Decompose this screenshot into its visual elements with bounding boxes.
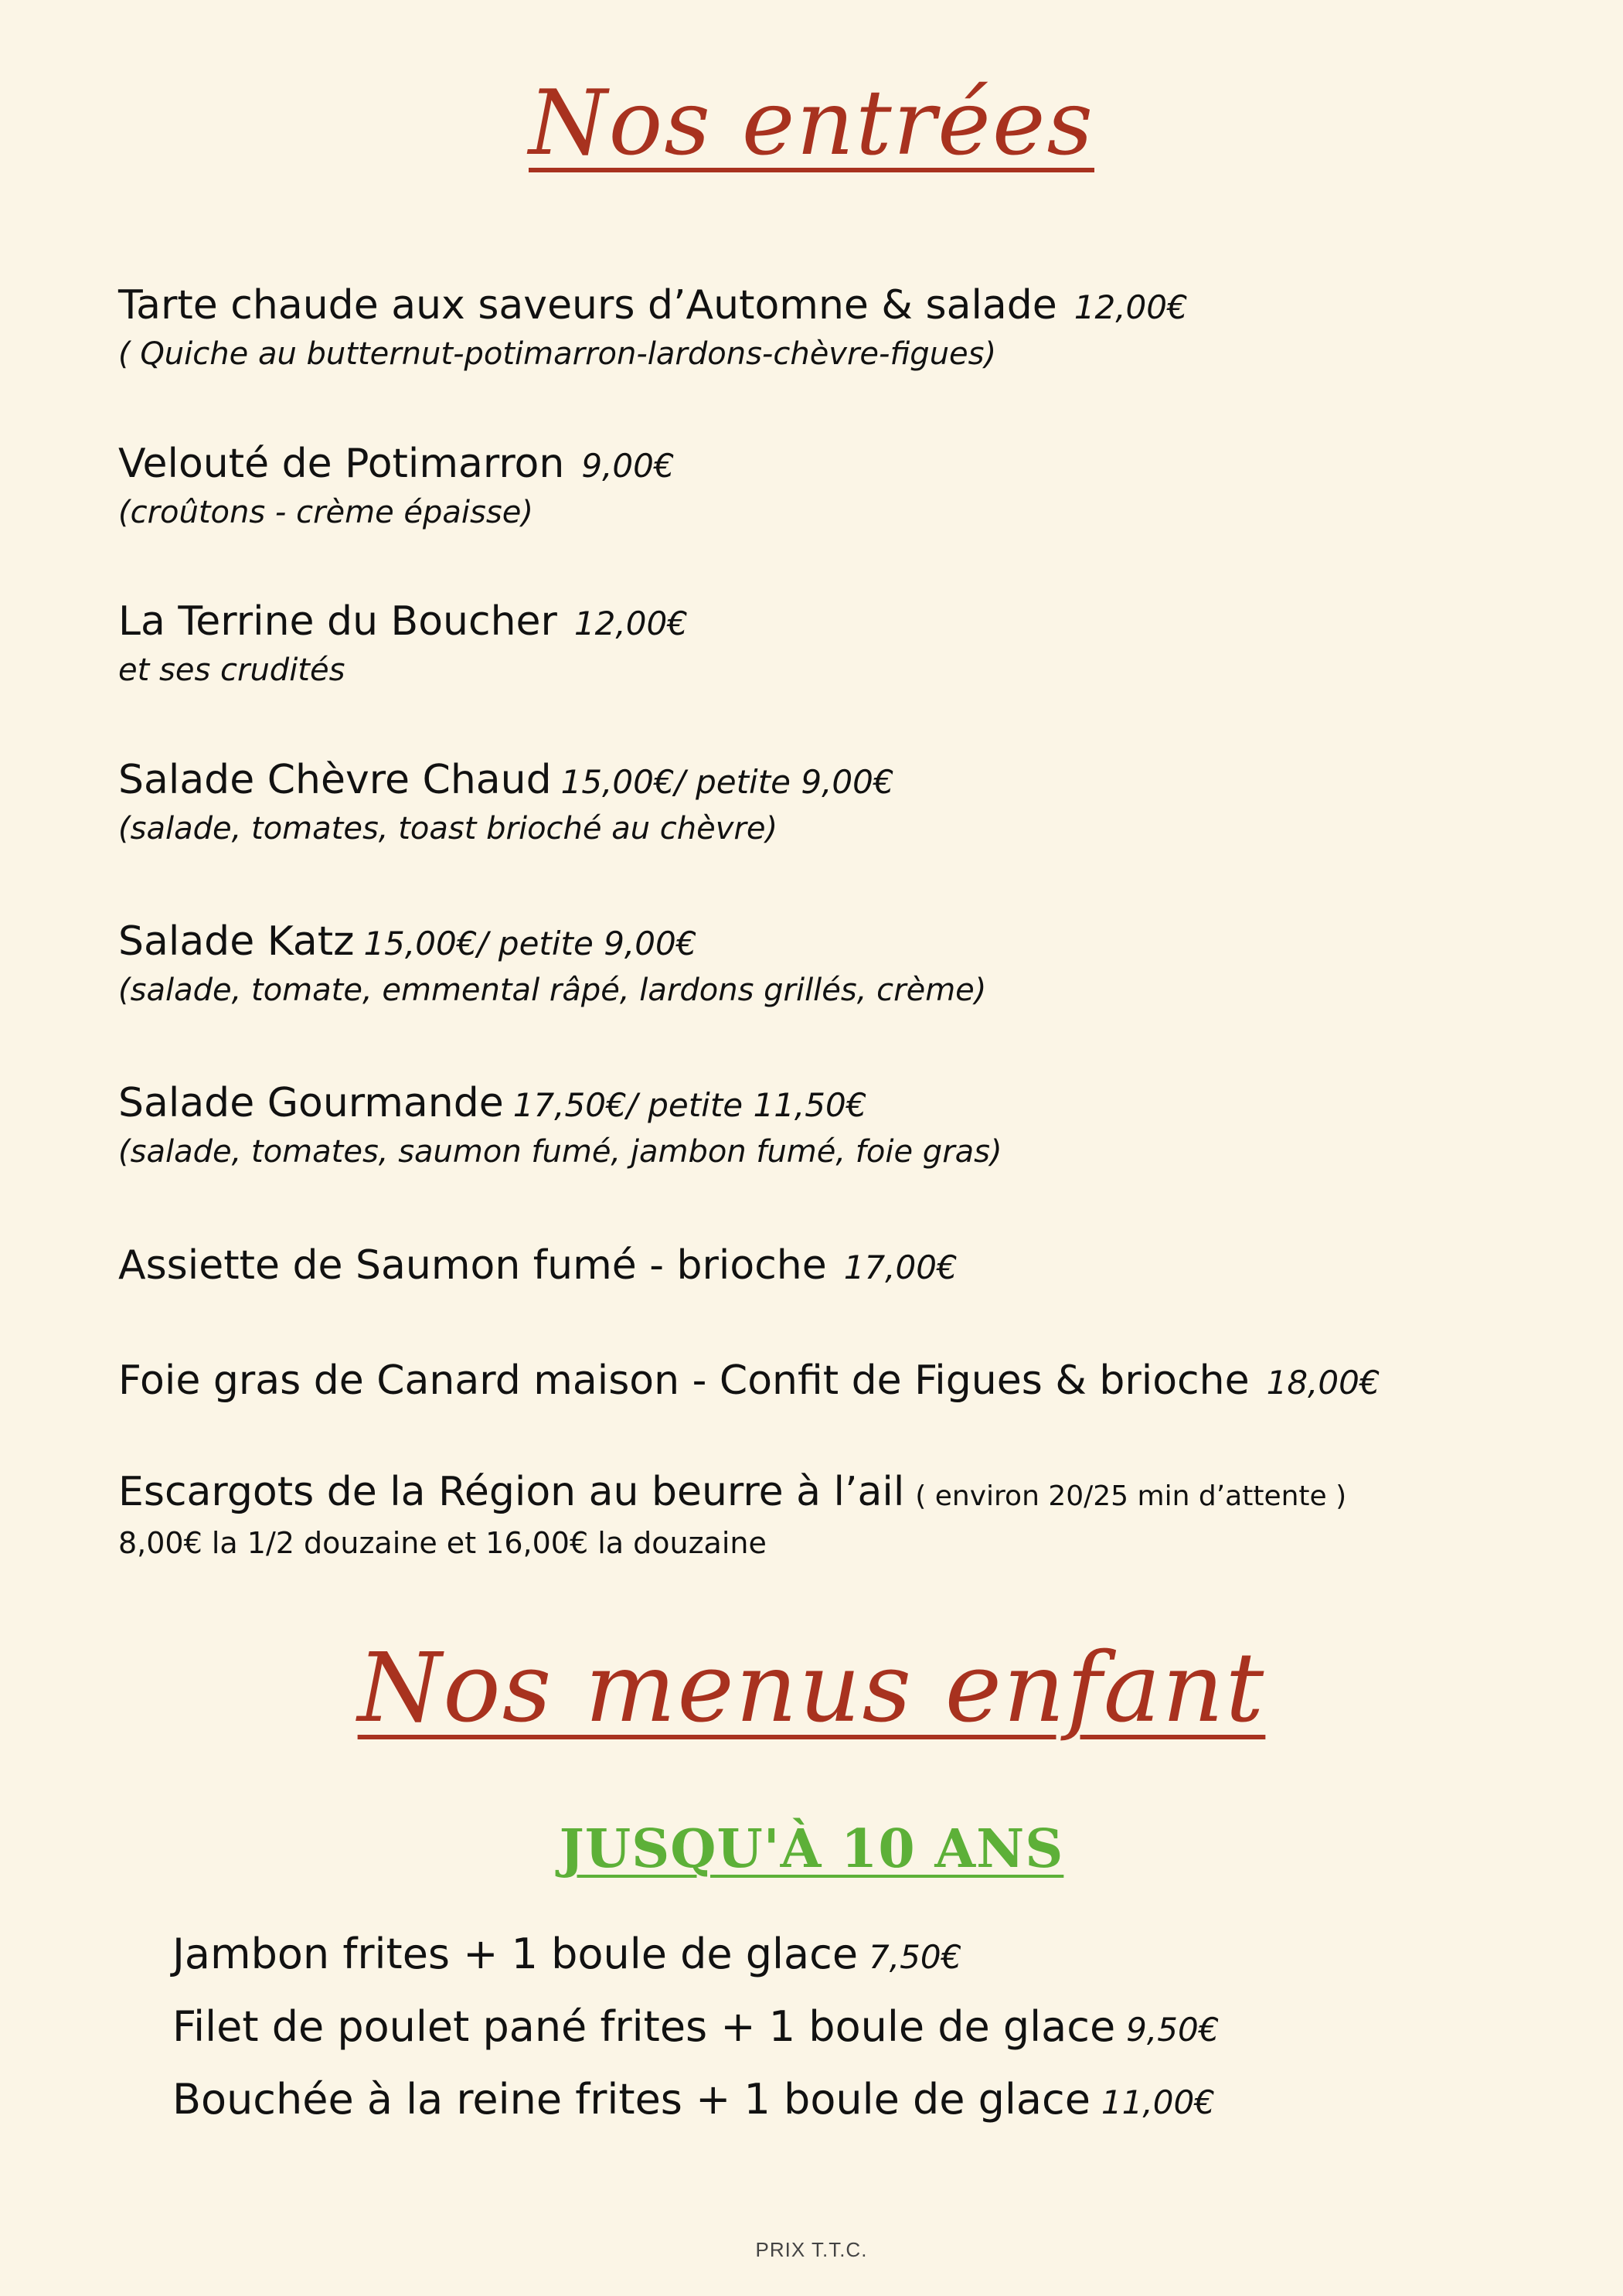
- menu-item: [118, 917, 986, 1012]
- dish-name: Salade Chèvre Chaud: [118, 757, 552, 803]
- kids-menu-title: Nos menus enfant: [357, 1633, 1266, 1744]
- dish-name: Velouté de Potimarron: [118, 441, 565, 487]
- menu-item: [118, 1078, 1002, 1174]
- dish-price: 12,00€: [1073, 288, 1188, 326]
- kids-dish-price: 7,50€: [869, 1938, 962, 1976]
- dish-name: La Terrine du Boucher: [118, 598, 557, 645]
- kids-menu-item: [172, 2002, 1219, 2055]
- kids-dish-name: Filet de poulet pané frites + 1 boule de glace: [172, 2002, 1116, 2051]
- dish-price: 15,00€/ petite 9,00€: [560, 763, 894, 801]
- menu-item: [118, 281, 1188, 376]
- dish-description: et ses crudités: [118, 652, 345, 688]
- kids-age-subtitle: JUSQU'À 10 ANS: [559, 1818, 1064, 1880]
- kids-dish-price: 11,00€: [1101, 2083, 1215, 2121]
- menu-item: [118, 439, 675, 534]
- dish-description: (croûtons - crème épaisse): [118, 495, 533, 530]
- dish-description: (salade, tomate, emmental râpé, lardons grillés, crème): [118, 973, 987, 1008]
- dish-name: Salade Katz: [118, 918, 355, 965]
- menu-item: [118, 755, 894, 850]
- dish-name: Assiette de Saumon fumé - brioche: [118, 1242, 827, 1289]
- dish-name: Tarte chaude aux saveurs d’Automne & salade: [118, 282, 1057, 329]
- kids-dish-name: Jambon frites + 1 boule de glace: [172, 1930, 859, 1978]
- kids-dish-name: Bouchée à la reine frites + 1 boule de glace: [172, 2075, 1091, 2124]
- menu-item: [118, 597, 688, 692]
- dish-note: ( environ 20/25 min d’attente ): [915, 1480, 1347, 1512]
- dish-price: 12,00€: [573, 605, 688, 642]
- dish-price: 17,00€: [843, 1248, 958, 1286]
- dish-price: 18,00€: [1266, 1364, 1380, 1402]
- entrees-title: Nos entrées: [529, 71, 1094, 175]
- kids-menu-item: [172, 2075, 1215, 2127]
- dish-name: Escargots de la Région au beurre à l’ail: [118, 1469, 905, 1515]
- menu-item: [118, 1467, 1346, 1565]
- dish-pricing-details: 8,00€ la 1/2 douzaine et 16,00€ la douzaine: [118, 1526, 767, 1560]
- dish-price: 17,50€/ petite 11,50€: [512, 1086, 867, 1124]
- kids-menu-item: [172, 1930, 961, 1982]
- menu-item: [118, 1356, 1380, 1408]
- dish-price: 9,00€: [581, 447, 675, 485]
- dish-description: ( Quiche au butternut-potimarron-lardons-chèvre-figues): [118, 336, 997, 372]
- dish-price: 15,00€/ petite 9,00€: [363, 925, 697, 962]
- dish-name: Foie gras de Canard maison - Confit de Figues & brioche: [118, 1358, 1250, 1404]
- footer-price-note: PRIX T.T.C.: [755, 2238, 868, 2261]
- dish-name: Salade Gourmande: [118, 1080, 504, 1126]
- dish-description: (salade, tomates, toast brioché au chèvre): [118, 811, 778, 847]
- dish-description: (salade, tomates, saumon fumé, jambon fumé, foie gras): [118, 1134, 1002, 1170]
- menu-item: [118, 1241, 958, 1293]
- kids-dish-price: 9,50€: [1126, 2011, 1220, 2049]
